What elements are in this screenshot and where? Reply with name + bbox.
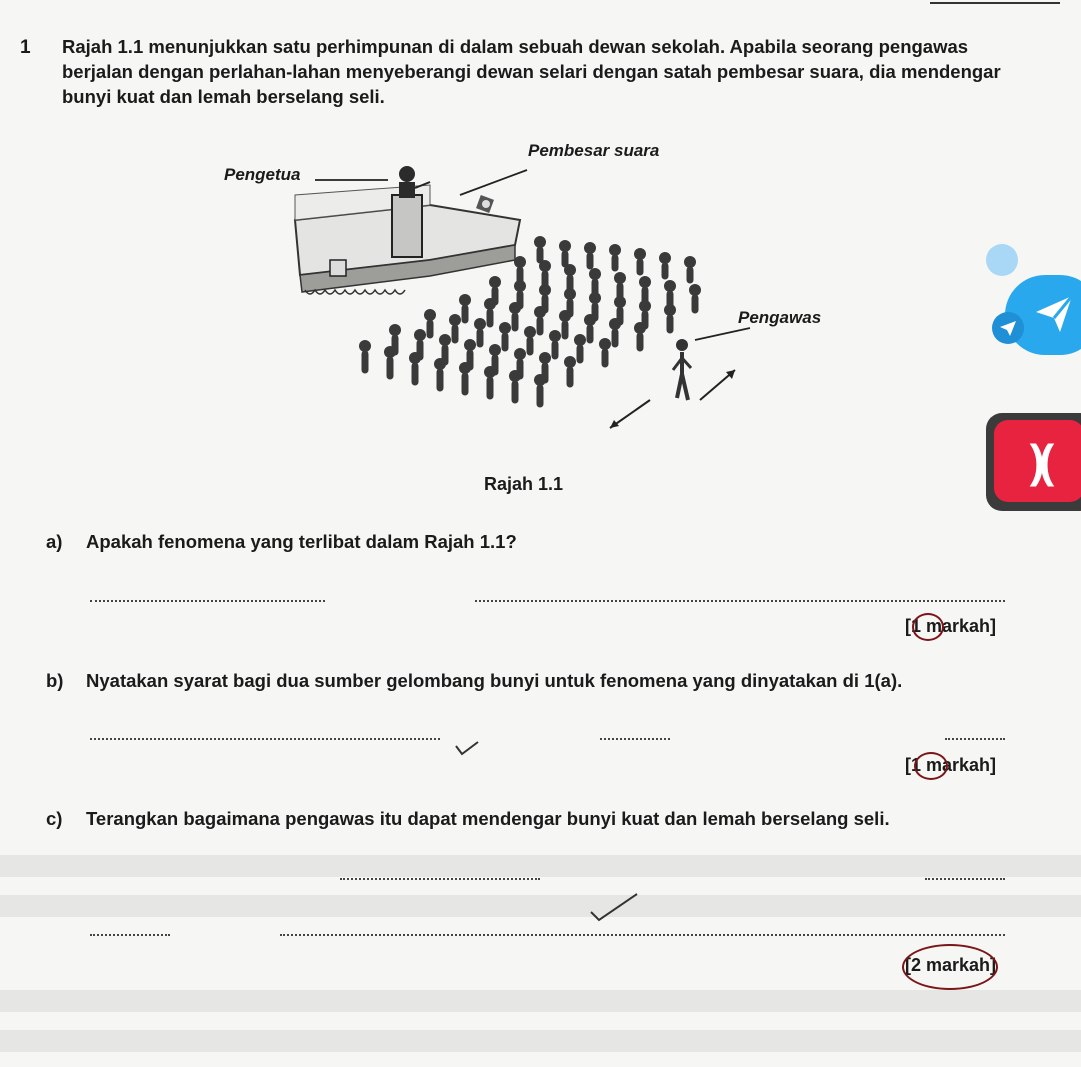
figure-caption: Rajah 1.1 [484, 474, 564, 494]
marks-b: [1 markah] [905, 755, 997, 775]
question-intro: Rajah 1.1 menunjukkan satu perhimpunan di dalam sebuah dewan sekolah. Apabila seorang pengawas berjalan dengan perlahan-lahan menyeberangi dewan selari dengan satah pembesar suara, dia mendengar bunyi kuat dan lemah berselang seli. [62, 36, 1001, 107]
send-icon [1030, 290, 1078, 338]
pen-circle-a [912, 613, 944, 641]
answer-line-b[interactable] [90, 738, 440, 740]
scan-smudge [0, 855, 1081, 877]
question-b [46, 670, 902, 692]
marks-c: [2 markah] [905, 955, 997, 975]
marks-a: [1 markah] [905, 616, 997, 636]
part-b-text: Nyatakan syarat bagi dua sumber gelombang bunyi untuk fenomena yang dinyatakan di 1(a). [86, 670, 903, 691]
floating-dot [986, 244, 1018, 276]
question-number: 1 [20, 37, 31, 58]
label-prefect: Pengawas [738, 308, 822, 327]
send-mini-icon [992, 312, 1024, 344]
close-icon: )( [1029, 435, 1049, 487]
answer-line-b-3[interactable] [945, 738, 1005, 740]
question-a [46, 531, 517, 553]
part-a-text: Apakah fenomena yang terlibat dalam Rajah 1.1? [86, 531, 517, 552]
send-mini-button[interactable] [992, 312, 1024, 344]
tick-mark-b [452, 738, 482, 760]
pen-circle-c [902, 944, 998, 990]
answer-line-c-1[interactable] [340, 878, 540, 880]
answer-line-c-2[interactable] [90, 934, 170, 936]
part-b-letter: b) [46, 670, 64, 691]
answer-line-c-1b[interactable] [925, 878, 1005, 880]
tick-mark-c [585, 890, 645, 930]
figure-assembly-hall [224, 141, 840, 470]
scan-smudge [0, 990, 1081, 1012]
scan-smudge [0, 895, 1081, 917]
part-c-letter: c) [46, 808, 63, 829]
answer-line-c-2b[interactable] [280, 934, 1005, 936]
close-button[interactable] [994, 420, 1081, 502]
answer-line-b-2[interactable] [600, 738, 670, 740]
part-a-letter: a) [46, 531, 63, 552]
part-c-text: Terangkan bagaimana pengawas itu dapat mendengar bunyi kuat dan lemah berselang seli. [86, 808, 890, 829]
label-speaker: Pembesar suara [528, 141, 660, 160]
answer-line-a-2[interactable] [475, 600, 1005, 602]
question-c [46, 808, 890, 830]
label-principal: Pengetua [224, 165, 301, 184]
top-rule [930, 2, 1060, 4]
scan-smudge [0, 1030, 1081, 1052]
pen-circle-b [914, 752, 948, 780]
answer-line-a[interactable] [90, 600, 325, 602]
